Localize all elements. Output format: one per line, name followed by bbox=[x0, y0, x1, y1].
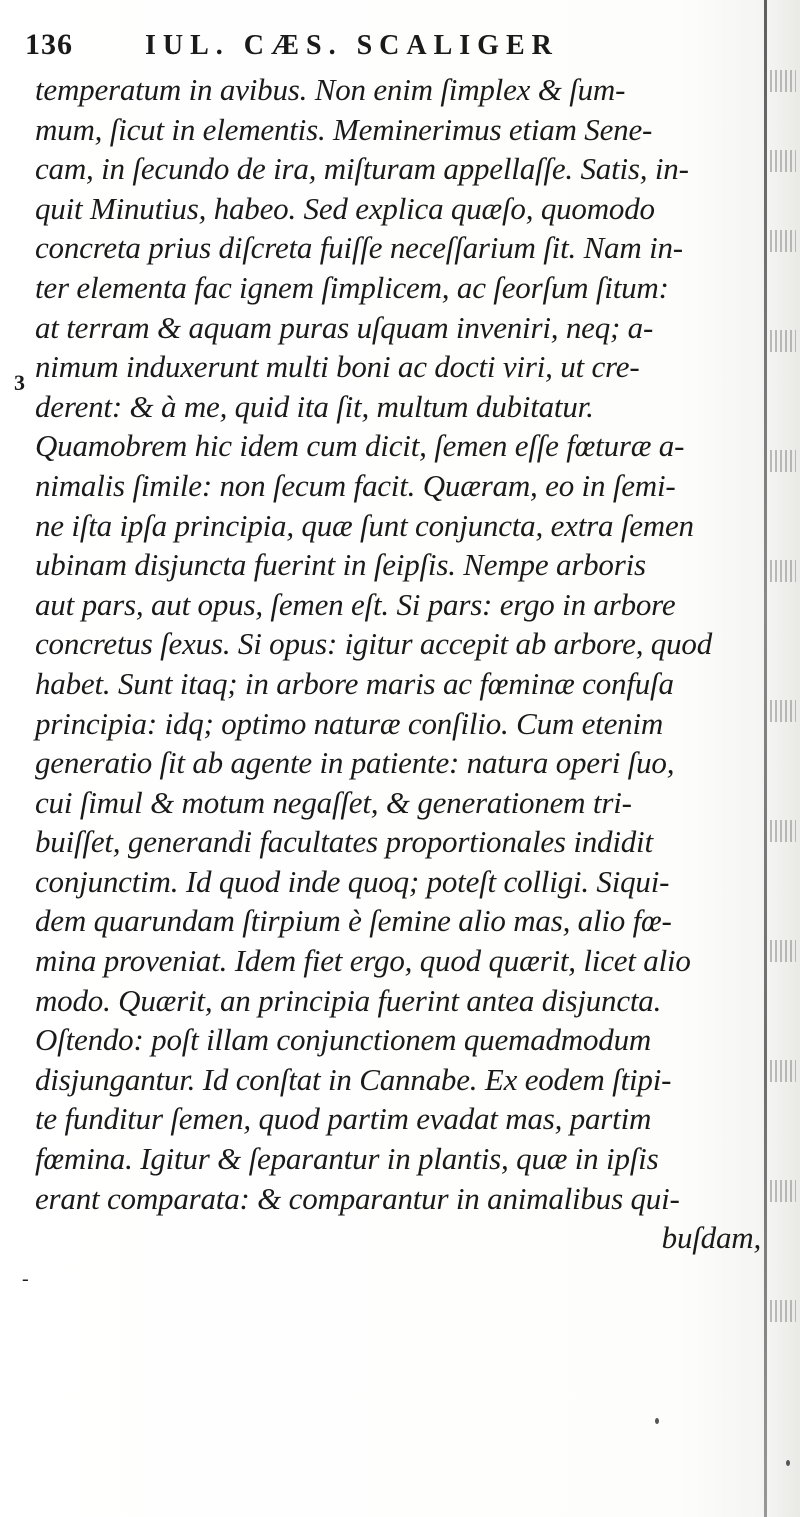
text-line: nimalis ſimile: non ſecum facit. Quæram, eo in ſemi- bbox=[35, 467, 676, 503]
text-line: mina proveniat. Idem fiet ergo, quod quærit, licet alio bbox=[35, 943, 691, 979]
bleed-through-mark bbox=[770, 820, 796, 842]
text-line: modo. Quærit, an principia fuerint antea disjuncta. bbox=[35, 982, 662, 1018]
bleed-through-mark bbox=[770, 70, 796, 92]
text-line: fœmina. Igitur & ſeparantur in plantis, quæ in ipſis bbox=[35, 1141, 659, 1177]
catchword: buſdam, bbox=[661, 1220, 761, 1256]
text-line: ubinam disjuncta fuerint in ſeipſis. Nempe arboris bbox=[35, 547, 646, 583]
ink-speck bbox=[655, 1418, 659, 1424]
text-line: conjunctim. Id quod inde quoq; poteſt colligi. Siqui- bbox=[35, 863, 670, 899]
ink-speck bbox=[786, 1460, 790, 1466]
bleed-through-mark bbox=[770, 1300, 796, 1322]
bleed-through-mark bbox=[770, 700, 796, 722]
text-line: cam, in ſecundo de ira, miſturam appellaſſe. Satis, in- bbox=[35, 151, 689, 187]
text-line: habet. Sunt itaq; in arbore maris ac fœminæ confuſa bbox=[35, 665, 674, 701]
margin-mark: 3 bbox=[14, 370, 25, 395]
bleed-through-mark bbox=[770, 230, 796, 252]
text-line: concretus ſexus. Si opus: igitur accepit ab arbore, quod bbox=[35, 626, 713, 662]
text-line: disjungantur. Id conſtat in Cannabe. Ex eodem ſtipi- bbox=[35, 1061, 672, 1097]
text-line: nimum induxerunt multi boni ac docti viri, ut cre- bbox=[35, 349, 640, 385]
text-line: principia: idq; optimo naturæ conſilio. Cum etenim bbox=[35, 705, 664, 741]
text-line: Quamobrem hic idem cum dicit, ſemen eſſe fœturæ a- bbox=[35, 428, 685, 464]
text-line: generatio ſit ab agente in patiente: natura operi ſuo, bbox=[35, 745, 675, 781]
page-gutter bbox=[758, 0, 800, 1517]
text-line: derent: & à me, quid ita ſit, multum dubitatur. bbox=[35, 388, 594, 424]
text-line: buiſſet, generandi facultates proportionales indidit bbox=[35, 824, 653, 860]
text-line: Oſtendo: poſt illam conjunctionem quemadmodum bbox=[35, 1022, 652, 1058]
text-line: concreta prius diſcreta fuiſſe neceſſarium ſit. Nam in- bbox=[35, 230, 683, 266]
text-line: te funditur ſemen, quod partim evadat mas, partim bbox=[35, 1101, 652, 1137]
text-line: erant comparata: & comparantur in animalibus qui- bbox=[35, 1180, 680, 1216]
text-line: dem quarundam ſtirpium è ſemine alio mas, alio fœ- bbox=[35, 903, 672, 939]
page-header bbox=[25, 28, 745, 68]
gutter-edge-line bbox=[764, 0, 767, 1517]
bleed-through-mark bbox=[770, 330, 796, 352]
bleed-through-mark bbox=[770, 1180, 796, 1202]
text-line: ter elementa fac ignem ſimplicem, ac ſeorſum ſitum: bbox=[35, 269, 669, 305]
text-line: cui ſimul & motum negaſſet, & generationem tri- bbox=[35, 784, 632, 820]
bleed-through-mark bbox=[770, 940, 796, 962]
text-line: aut pars, aut opus, ſemen eſt. Si pars: ergo in arbore bbox=[35, 586, 676, 622]
text-line: temperatum in avibus. Non enim ſimplex & ſum- bbox=[35, 72, 626, 107]
text-line: ne iſta ipſa principia, quæ ſunt conjuncta, extra ſemen bbox=[35, 507, 694, 543]
page-number: 136 bbox=[25, 28, 73, 61]
running-head: IUL. CÆS. SCALIGER bbox=[145, 30, 559, 61]
bleed-through-mark bbox=[770, 1060, 796, 1082]
text-line: quit Minutius, habeo. Sed explica quæſo, quomodo bbox=[35, 190, 655, 226]
bleed-through-mark bbox=[770, 450, 796, 472]
margin-dash: - bbox=[22, 1268, 29, 1290]
bleed-through-mark bbox=[770, 150, 796, 172]
text-line: mum, ſicut in elementis. Meminerimus etiam Sene- bbox=[35, 111, 653, 147]
text-line: at terram & aquam puras uſquam inveniri, neq; a- bbox=[35, 309, 654, 345]
bleed-through-mark bbox=[770, 560, 796, 582]
body-text bbox=[35, 70, 765, 1258]
